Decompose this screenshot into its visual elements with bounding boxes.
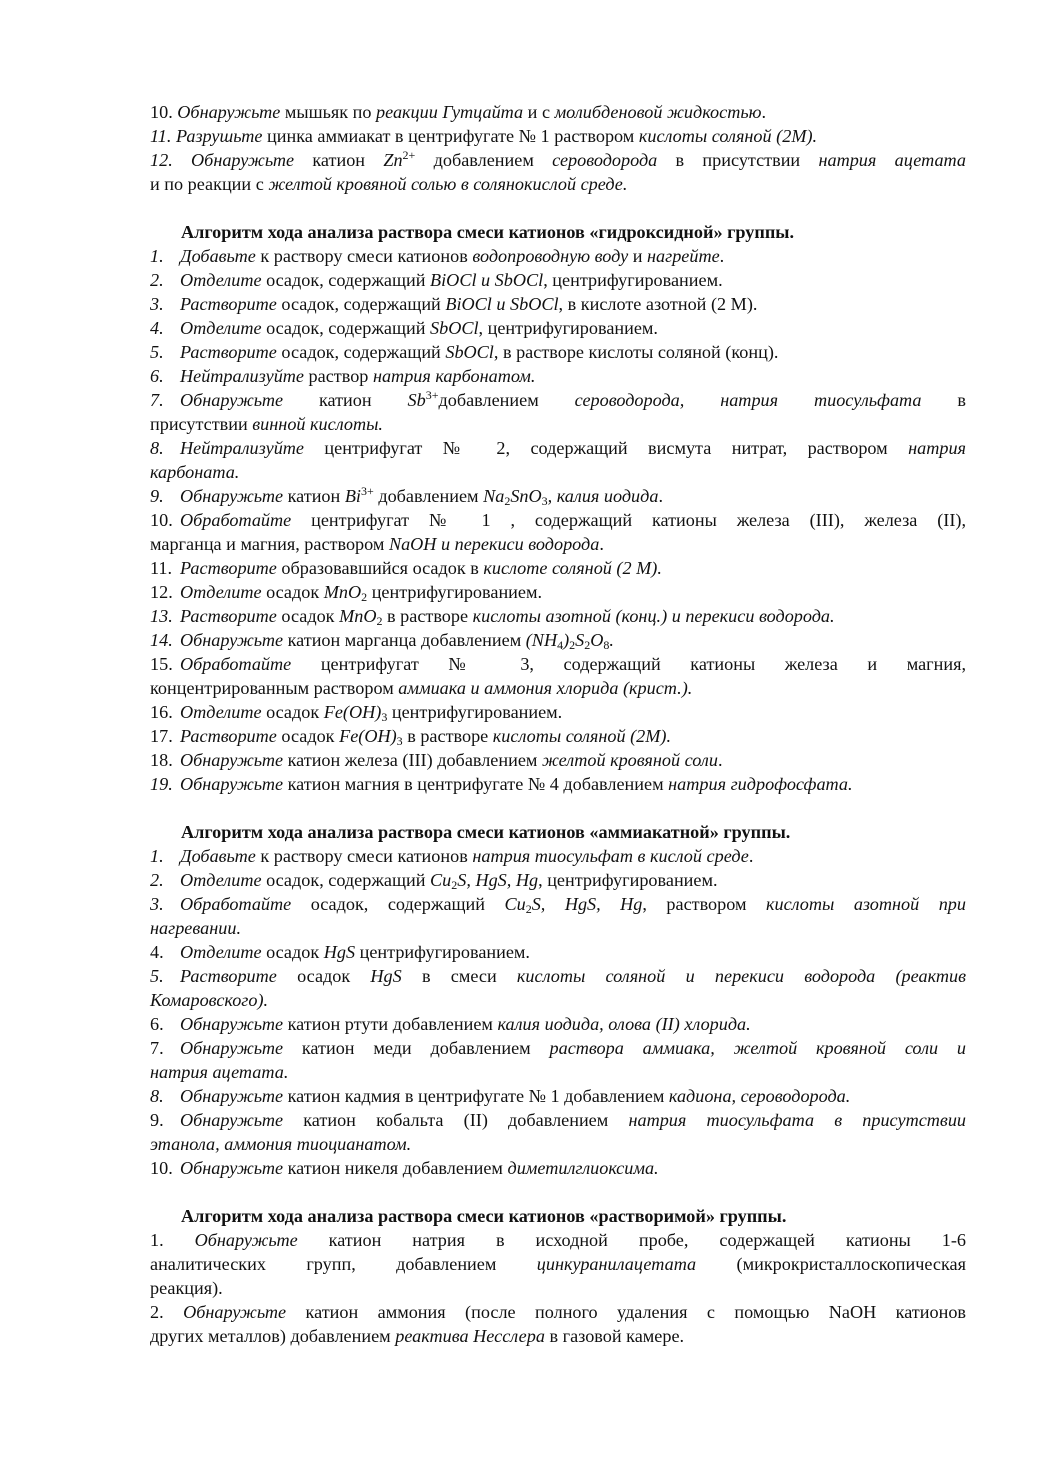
list-item: 7. Обнаружьте катион меди добавлением раствора аммиака, желтой кровяной соли и — [150, 1038, 966, 1058]
list-item: 2. Отделите осадок, содержащий BiOCl и SbOCl, центрифугированием. — [150, 270, 723, 290]
list-item: 15. Обработайте центрифугат № 3, содержащий катионы железа и магния, — [150, 654, 966, 674]
list-item-continuation: присутствии винной кислоты. — [150, 414, 383, 434]
list-item-continuation: Комаровского). — [150, 990, 269, 1010]
list-item-continuation: натрия ацетата. — [150, 1062, 289, 1082]
list-item-continuation: аналитических групп, добавлением цинкуранилацетата (микрокристаллоскопическая — [150, 1254, 966, 1274]
list-item: 9. Обнаружьте катион $Bi^{3+}$ добавлением $Na_2SnO_3$, калия иодида. — [150, 484, 663, 509]
list-item: 9. Обнаружьте катион кобальта (II) добавлением натрия тиосульфата в присутствии — [150, 1110, 967, 1130]
list-item-continuation: других металлов) добавлением реактива Несслера в газовой камере. — [150, 1326, 685, 1346]
list-item: 2. Обнаружьте катион аммония (после полного удаления с помощью NaOH катионов — [150, 1302, 966, 1322]
list-item-continuation: марганца и магния, раствором NaOH и перекиси водорода. — [150, 534, 604, 554]
list-item: 5. Растворите осадок, содержащий SbOCl, в растворе кислоты соляной (конц). — [150, 342, 779, 362]
list-item: 18. Обнаружьте катион железа (III) добавлением желтой кровяной соли. — [150, 750, 723, 770]
list-item: 1. Добавьте к раствору смеси катионов водопроводную воду и нагрейте. — [150, 246, 725, 266]
list-item: 7. Обнаружьте катион $Sb^{3+}добавлением$ сероводорода, натрия тиосульфата в — [150, 388, 967, 410]
list-item: 4. Отделите осадок HgS центрифугированием. — [150, 942, 530, 962]
list-item: 13. Растворите осадок MnO$_2$ в растворе кислоты азотной (конц.) и перекиси водорода. — [150, 606, 835, 629]
list-item: 12. Отделите осадок MnO$_2$ центрифугированием. — [150, 582, 543, 605]
list-item: 3. Обработайте осадок, содержащий $Cu_2S$, HgS, Hg, раствором кислоты азотной при — [150, 894, 966, 917]
list-item: 8. Нейтрализуйте центрифугат № 2, содержащий висмута нитрат, раствором натрия — [150, 438, 966, 458]
list-item: 4. Отделите осадок, содержащий SbOCl, центрифугированием. — [150, 318, 658, 338]
list-item-continuation: концентрированным раствором аммиака и аммония хлорида (крист.). — [150, 678, 693, 698]
list-item-continuation: реакция). — [150, 1278, 223, 1298]
list-item: 12. Обнаружьте катион $Zn^{2+}$ добавлением сероводорода в присутствии натрия ацетата — [150, 148, 967, 170]
list-item: 14. Обнаружьте катион марганца добавлением $(NH_4)_2S_2O_8$. — [150, 630, 614, 653]
list-item-continuation: карбоната. — [150, 462, 240, 482]
list-item: 11. Разрушьте цинка аммиакат в центрифугате № 1 раствором кислоты соляной (2М). — [150, 126, 818, 146]
section-heading-soluble: Алгоритм хода анализа раствора смеси катионов «растворимой» группы. — [181, 1206, 787, 1226]
list-item-continuation: и по реакции с желтой кровяной солью в солянокислой среде. — [150, 174, 628, 194]
list-item: 11. Растворите образовавшийся осадок в кислоте соляной (2 М). — [150, 558, 662, 578]
list-item: 16. Отделите осадок $Fe(OH)_3$ центрифугированием. — [150, 702, 563, 725]
list-item: 3. Растворите осадок, содержащий BiOCl и SbOCl, в кислоте азотной (2 М). — [150, 294, 758, 314]
list-item: 2. Отделите осадок, содержащий $Cu_2S$, HgS, Hg, центрифугированием. — [150, 870, 718, 893]
list-item: 19. Обнаружьте катион магния в центрифугате № 4 добавлением натрия гидрофосфата. — [150, 774, 853, 794]
document-page — [150, 100, 966, 1348]
list-item: 6. Нейтрализуйте раствор натрия карбонатом. — [150, 366, 536, 386]
list-item: 1. Добавьте к раствору смеси катионов натрия тиосульфат в кислой среде. — [150, 846, 754, 866]
list-item: 17. Растворите осадок $Fe(OH)_3$ в растворе кислоты соляной (2М). — [150, 726, 672, 749]
list-item: 10. Обнаружьте мышьяк по реакции Гутцайта и с молибденовой жидкостью. — [150, 102, 766, 122]
list-item-continuation: этанола, аммония тиоцианатом. — [150, 1134, 412, 1154]
list-item: 10. Обнаружьте катион никеля добавлением диметилглиоксима. — [150, 1158, 659, 1178]
list-item: 8. Обнаружьте катион кадмия в центрифугате № 1 добавлением кадиона, сероводорода. — [150, 1086, 851, 1106]
list-item: 10. Обработайте центрифугат № 1 , содержащий катионы железа (III), железа (II), — [150, 510, 966, 530]
section-heading-hydroxide: Алгоритм хода анализа раствора смеси катионов «гидроксидной» группы. — [181, 222, 795, 242]
list-item-continuation: нагревании. — [150, 918, 241, 938]
list-item: 1. Обнаружьте катион натрия в исходной пробе, содержащей катионы 1-6 — [150, 1230, 966, 1250]
list-item: 6. Обнаружьте катион ртути добавлением калия иодида, олова (II) хлорида. — [150, 1014, 751, 1034]
section-heading-ammonia: Алгоритм хода анализа раствора смеси катионов «аммиакатной» группы. — [181, 822, 791, 842]
list-item: 5. Растворите осадок HgS в смеси кислоты соляной и перекиси водорода (реактив — [150, 966, 966, 986]
